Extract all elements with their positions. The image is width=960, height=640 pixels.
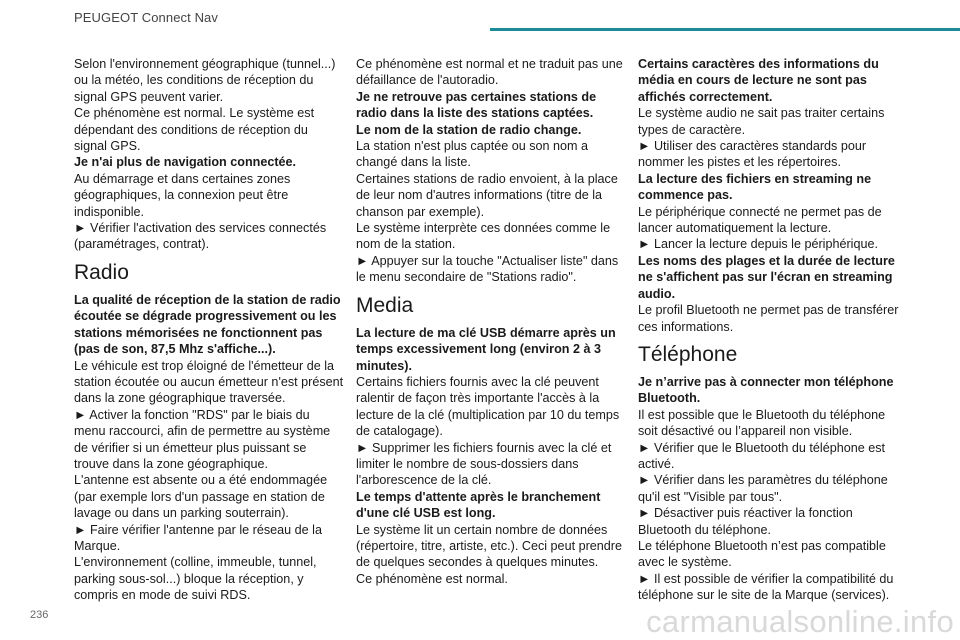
body-paragraph: Ce phénomène est normal et ne traduit pas une défaillance de l'autoradio. — [356, 57, 623, 88]
question-heading: Je n’arrive pas à connecter mon téléphone Bluetooth. — [638, 374, 894, 406]
body-paragraph: La station n'est plus captée ou son nom a changé dans la liste. — [356, 139, 589, 170]
body-paragraph: ► Vérifier l'activation des services connectés (paramétrages, contrat). — [74, 221, 327, 252]
body-paragraph: ► Utiliser des caractères standards pour nommer les pistes et les répertoires. — [638, 139, 867, 170]
question-heading: Les noms des plages et la durée de lecture ne s'affichent pas sur l'écran en streaming audio. — [638, 253, 895, 301]
body-paragraph: ► Lancer la lecture depuis le périphérique. — [638, 237, 878, 252]
watermark: carmanualsonline.info — [646, 604, 954, 639]
body-paragraph: L'environnement (colline, immeuble, tunnel, parking sous-sol...) bloque la réception, y compris en mode de suivi RDS. — [74, 555, 317, 603]
question-heading: Je ne retrouve pas certaines stations de radio dans la liste des stations captées. — [356, 89, 597, 121]
question-heading: La lecture des fichiers en streaming ne commence pas. — [638, 171, 872, 203]
section-heading: Téléphone — [638, 342, 738, 366]
body-paragraph: Il est possible que le Bluetooth du téléphone soit désactivé ou l’appareil non visible. — [638, 407, 886, 439]
section-heading: Radio — [74, 260, 129, 284]
body-paragraph: Le téléphone Bluetooth n’est pas compatible avec le système. — [638, 538, 886, 570]
question-heading: La qualité de réception de la station de radio écoutée se dégrade progressivement ou les stations mémorisées ne fonctionnent pas (pas de son, 87,5 Mhz s'affiche...). — [74, 292, 341, 357]
body-paragraph: Certaines stations de radio envoient, à la place de leur nom d'autres informations (titre de la chanson par exemple). — [356, 171, 618, 219]
body-paragraph: ► Vérifier que le Bluetooth du téléphone est activé. — [638, 440, 886, 471]
body-paragraph: Le périphérique connecté ne permet pas de lancer automatiquement la lecture. — [638, 204, 882, 236]
body-paragraph: ► Faire vérifier l'antenne par le réseau de la Marque. — [74, 522, 322, 553]
body-paragraph: Selon l'environnement géographique (tunnel...) ou la météo, les conditions de réception du signal GPS peuvent varier. — [74, 57, 336, 104]
question-heading: Le temps d'attente après le branchement d'une clé USB est long. — [356, 489, 601, 521]
question-heading: Le nom de la station de radio change. — [356, 122, 582, 137]
body-paragraph: Le profil Bluetooth ne permet pas de transférer ces informations. — [638, 303, 899, 334]
body-paragraph: ► Supprimer les fichiers fournis avec la clé et limiter le nombre de sous-dossiers dans l'arborescence de la clé. — [356, 440, 612, 488]
body-paragraph: Certains fichiers fournis avec la clé peuvent ralentir de façon très importante l'accès à la lecture de la clé (multiplication par 10 du temps de catalogage). — [356, 374, 620, 439]
body-paragraph: Ce phénomène est normal. Le système est dépendant des conditions de réception du signal GPS. — [74, 106, 315, 154]
body-paragraph: L'antenne est absente ou a été endommagée (par exemple lors d'un passage en station de lavage ou dans un parking souterrain). — [74, 473, 328, 521]
body-paragraph: Le système interprète ces données comme le nom de la station. — [356, 221, 611, 252]
body-paragraph: Au démarrage et dans certaines zones géographiques, la connexion peut être indisponible. — [74, 171, 291, 219]
text-column-2 — [356, 56, 626, 587]
body-paragraph: Le véhicule est trop éloigné de l'émetteur de la station écoutée ou aucun émetteur n'est présent dans la zone géographique traversée. — [74, 358, 344, 406]
body-paragraph: ► Désactiver puis réactiver la fonction Bluetooth du téléphone. — [638, 506, 853, 537]
body-paragraph: Le système audio ne sait pas traiter certains types de caractère. — [638, 106, 885, 137]
body-paragraph: Ce phénomène est normal. — [356, 571, 508, 586]
question-heading: Je n'ai plus de navigation connectée. — [74, 155, 297, 170]
question-heading: Certains caractères des informations du média en cours de lecture ne sont pas affichés correctement. — [638, 57, 879, 104]
question-heading: La lecture de ma clé USB démarre après un temps excessivement long (environ 2 à 3 minutes). — [356, 325, 616, 373]
text-column-3 — [638, 56, 908, 604]
section-heading: Media — [356, 293, 414, 317]
body-paragraph: ► Vérifier dans les paramètres du téléphone qu'il est "Visible par tous". — [638, 473, 888, 504]
running-header-title: PEUGEOT Connect Nav — [74, 10, 218, 25]
body-paragraph: Le système lit un certain nombre de données (répertoire, titre, artiste, etc.). Ceci peut prendre de quelques secondes à quelques minutes. — [356, 522, 622, 570]
body-paragraph: ► Il est possible de vérifier la compatibilité du téléphone sur le site de la Marque (services). — [638, 571, 894, 603]
text-column-1 — [74, 56, 344, 604]
body-paragraph: ► Activer la fonction "RDS" par le biais du menu raccourci, afin de permettre au système de vérifier si un émetteur plus puissant se trouve dans la zone géographique. — [74, 407, 331, 471]
page-number: 236 — [30, 609, 49, 621]
body-paragraph: ► Appuyer sur la touche "Actualiser liste" dans le menu secondaire de "Stations radio". — [356, 253, 619, 285]
header-accent-bar — [490, 28, 960, 31]
